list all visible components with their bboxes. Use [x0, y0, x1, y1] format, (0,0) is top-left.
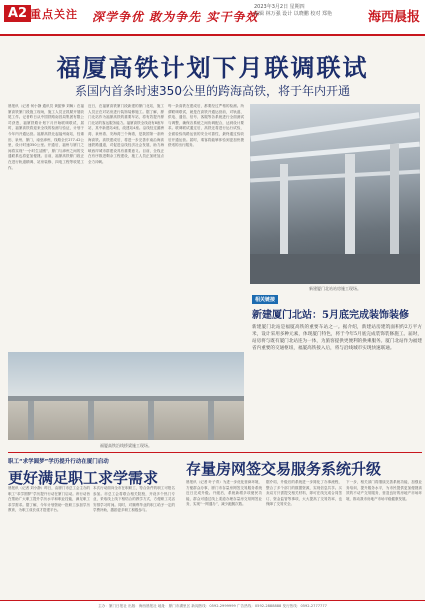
station-photo-caption: 新建厦门北站站房施工现场。 [309, 286, 361, 291]
dateline [254, 4, 364, 18]
housing-story-column-2: 据介绍，升级后的系统进一步简化了办事流程，整合了多个部门的数据资源，实现信息共享。买卖双方只需提交相关材料，即可在线完成合同签订、资金监管等事项，大大提高了交易效率，也保障了交易安全。 [266, 480, 342, 507]
bridge-photo-caption: 福厦高铁沿线桥梁施工现场。 [100, 443, 152, 448]
page-footer: 主办：厦门日报社 出版：海西晨报社 地址：厦门市湖里区 新闻热线：0592-2999999 广告热线：0592-2888888 发行热线：0592-2777777 [0, 600, 425, 612]
page-number: A2 [4, 5, 31, 22]
housing-story-column-3: 下一步，相关部门将继续完善系统功能，加强业务培训，提升服务水平，为市民提供更加便捷高效的不动产交易服务，营造良好的房地产市场环境，推动我市房地产市场平稳健康发展。 [346, 480, 422, 501]
station-construction-photo [250, 104, 420, 284]
lead-body-column-2: 近日，在福厦高铁厦门段新建的厦门北站，施工人员正在对站房进行装饰装修施工。据了解，厦门北站作为福厦高铁的重要车站，将有效提升厦门北站的客运服务能力。福厦高铁全线设有8座车站，其中新建站4座，改建站4座。沿线经过湄洲湾、泉州湾、安海湾三个海湾，是我国第一条跨海高铁。高铁建成后，将进一步完善东南沿海高速铁路通道，对促进沿线经济社会发展、助力海峡西岸城市群建设具有重要意义。目前，全线正在有序推进剩余工程建设，施工人员正加班加点全力冲刺。 [88, 104, 164, 164]
section-divider [8, 452, 422, 453]
education-story-title: 更好满足职工求学需求 [8, 469, 159, 487]
side-story-body: 新建厦门北站是福厦高铁的重要车站之一。据介绍，新建站房建筑面积约2万平方米，设计采用多种元素，体现厦门特色，将于今年5月底完成装饰装修施工。届时，站房将与既有厦门北站连为一体，为旅客提供更便利的换乘服务。厦门北站作为福建省内重要的交通枢纽，福厦高铁接入后，将与沿线城市实现快速联通。 [252, 325, 422, 351]
side-story-title: 新建厦门北站：5月底完成装饰装修 [252, 310, 409, 321]
lead-body-column-3: 每一条高铁在建成后，都要经过严格的检测。所谓联调联试，就是在高铁开通运营前，对轨道、供电、通信、信号、客服等各系统进行全面测试与调整，确保各系统之间协调配合，达到设计要求。联调联试通过后，高铁还将进行运行试验，全面检验线路运营的安全可靠性，最终通过验收后开通运营。届时，乘客将能够体验到更加快捷舒适的出行服务。 [168, 104, 244, 148]
housing-story-title: 存量房网签交易服务系统升级 [186, 460, 382, 478]
newspaper-logo: 海西晨报 [368, 10, 421, 25]
slogan: 深学争优 敢为争先 实干争效 [92, 10, 259, 24]
editor-credits: 编辑 林万强 设计 以晓鹏 校对 郑艳 [254, 11, 332, 17]
education-story-column-1: 晨报讯（记者 刘小静）昨日，由厦门市总工会主办的职工“求学圆梦”学历提升行动在厦门启动。该行动旨在帮助广大职工提升学历水平和职业技能，满足职工求学需求。据了解，今年计划资助一批职工参加学历教育，为职工成长成才搭建平台。 [8, 486, 90, 513]
bridge-construction-photo [8, 352, 244, 440]
related-link-tag: 相关链接 [252, 295, 278, 304]
lead-subheadline: 系国内首条时速350公里的跨海高铁，将于年内开通 [75, 84, 350, 98]
housing-story-column-1: 晨报讯（记者 叶子青）为进一步优化营商环境，方便群众办事，厦门市存量房网签交易服务系统近日完成升级。升级后，系统新增多项便民功能，群众可通过线上渠道办理存量房交易网签业务，实现“一网通办”，减少跑腿次数。 [186, 480, 262, 507]
education-story-column-2: 本次行动面向全市在职职工，符合条件的职工可报名参加。市总工会将联合相关院校，开设多个热门专业，采取线上线下相结合的教学方式，方便职工灵活安排学习时间。同时，对顺利毕业的职工给予一定的学费补助，激励更多职工积极参与。 [93, 486, 175, 513]
education-story-kicker: 职工“求学圆梦”学历提升行动在厦门启动 [8, 459, 109, 465]
masthead-bar [0, 0, 425, 36]
section-name: 重点关注 [30, 8, 78, 21]
lead-body-column-1: 晨报讯（记者 何小静 通讯员 黄振锋 刘畅）在福厦高铁厦门段施工现场，施工人员正抓紧开展收尾工作。记者昨日从中国铁路南昌局集团有限公司获悉，福厦铁路计划下月开始联调联试，届时，福厦高铁将迎来全线的检测与验证，计划于今年内开通运营。福厦高铁北起福州南站，经莆田、泉州、厦门，南至漳州，线路全长277.42公里，设计时速350公里。开通后，福州与厦门之间将实现“一小时生活圈”，厦门与漳州之间的交通联系也将更加便捷。目前，福厦高铁厦门段正在进行轨道精调、站房装修、四电工程等收尾工作。 [8, 104, 84, 170]
lead-headline: 福厦高铁计划下月联调联试 [56, 53, 369, 82]
issue-date: 2023年3月2日 星期四 [254, 4, 305, 10]
